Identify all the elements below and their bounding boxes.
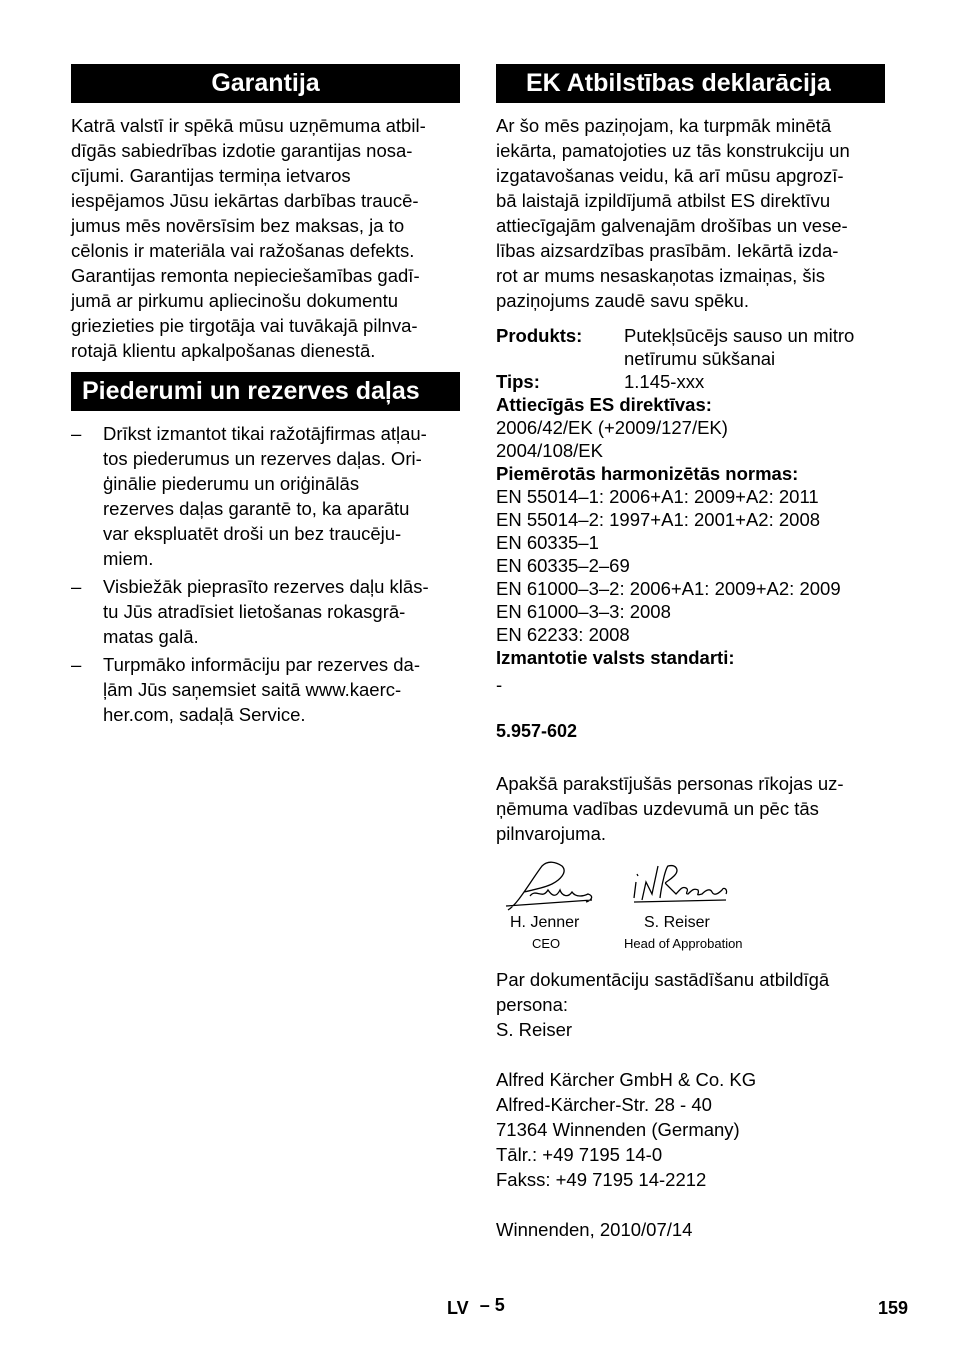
norm-item: EN 60335–2–69 — [496, 555, 630, 576]
list-line: ģinālie piederumu un oriģinālās — [103, 473, 360, 494]
norm-item: EN 61000–3–3: 2008 — [496, 601, 671, 622]
produkts-value-line: netīrumu sūkšanai — [624, 348, 776, 369]
garantija-line: iespējamos Jūsu iekārtas darbības traucē- — [71, 190, 419, 211]
norm-item: EN 55014–2: 1997+A1: 2001+A2: 2008 — [496, 509, 821, 530]
address-line: Tālr.: +49 7195 14-0 — [496, 1144, 663, 1165]
list-line: Turpmāko informāciju par rezerves da- — [103, 654, 421, 675]
signature-image — [496, 860, 756, 918]
garantija-line: jumus mēs novērsīsim bez maksas, ja to — [71, 215, 405, 236]
directive-item: 2006/42/EK (+2009/127/EK) — [496, 417, 728, 438]
list-line: her.com, sadaļā Service. — [103, 704, 306, 725]
responsible-line: S. Reiser — [496, 1019, 573, 1040]
signatories-line: ņēmuma vadības uzdevumā un pēc tās — [496, 798, 819, 819]
produkts-label: Produkts: — [496, 325, 583, 346]
list-line: rezerves daļas garantē to, ka aparātu — [103, 498, 410, 519]
list-line: miem. — [103, 548, 154, 569]
signatories-line: Apakšā parakstījušās personas rīkojas uz- — [496, 773, 844, 794]
norm-item: EN 55014–1: 2006+A1: 2009+A2: 2011 — [496, 486, 819, 507]
garantija-line: cījumi. Garantijas termiņa ietvaros — [71, 165, 351, 186]
spec-block — [496, 324, 885, 696]
footer-lang-code: LV — [447, 1298, 469, 1318]
ek-intro-line: bā laistajā izpildījumā atbilst ES direktīvu — [496, 190, 831, 211]
ek-intro-line: rot ar mums nesaskaņotas izmaiņas, šis — [496, 265, 826, 286]
list-line: var ekspluatēt droši un bez traucēju- — [103, 523, 402, 544]
spec-row-produkts — [496, 324, 885, 370]
garantija-line: dīgās sabiedrības izdotie garantijas nosa- — [71, 140, 413, 161]
garantija-line: jumā ar pirkumu apliecinošu dokumentu — [71, 290, 399, 311]
ek-intro-line: paziņojums zaudē savu spēku. — [496, 290, 749, 311]
list-line: Drīkst izmantot tikai ražotājfirmas atļau- — [103, 423, 427, 444]
produkts-value-line: Putekļsūcējs sauso un mitro — [624, 325, 855, 346]
national-label: Izmantotie valsts standarti: — [496, 647, 735, 668]
address-line: Fakss: +49 7195 14-2212 — [496, 1169, 707, 1190]
dash-bullet: – — [71, 654, 82, 675]
ek-intro-line: iekārta, pamatojoties uz tās konstrukciju un — [496, 140, 850, 161]
doc-number: 5.957-602 — [496, 721, 578, 741]
produkts-value — [624, 324, 885, 370]
garantija-heading: Garantija — [71, 64, 460, 103]
footer-section-number: – 5 — [479, 1295, 505, 1315]
list-line: Visbiežāk pieprasīto rezerves daļu klās- — [103, 576, 429, 597]
directive-item: 2004/108/EK — [496, 440, 603, 461]
address-line: 71364 Winnenden (Germany) — [496, 1119, 740, 1140]
footer-language — [447, 1295, 505, 1319]
list-line: tos piederumus un rezerves daļas. Ori- — [103, 448, 422, 469]
list-item — [71, 421, 460, 571]
signer1-name: H. Jenner — [510, 914, 580, 931]
dash-bullet: – — [71, 423, 82, 444]
responsible-line: persona: — [496, 994, 568, 1015]
responsible-person — [496, 967, 885, 1042]
ek-intro-line: attiecīgajām galvenajām drošības un vese- — [496, 215, 848, 236]
company-address — [496, 1067, 885, 1192]
ek-heading: EK Atbilstības deklarācija — [496, 64, 885, 103]
list-line: ļām Jūs saņemsiet saitā www.kaerc- — [103, 679, 402, 700]
garantija-text — [71, 113, 460, 363]
signatures — [496, 860, 885, 950]
garantija-line: griezieties pie tirgotāja vai tuvākajā pilnva- — [71, 315, 418, 336]
signer1-role: CEO — [532, 936, 561, 951]
address-line: Alfred Kärcher GmbH & Co. KG — [496, 1069, 757, 1090]
ek-intro-line: lības aizsardzības prasībām. Iekārtā izda- — [496, 240, 839, 261]
ek-intro-line: Ar šo mēs paziņojam, ka turpmāk minētā — [496, 115, 832, 136]
list-item — [71, 652, 460, 727]
garantija-line: cēlonis ir materiāla vai ražošanas defekts. — [71, 240, 415, 261]
page-number: 159 — [878, 1298, 909, 1318]
ek-intro — [496, 113, 885, 313]
list-line: tu Jūs atradīsiet lietošanas rokasgrā- — [103, 601, 406, 622]
list-item — [71, 574, 460, 649]
place-date: Winnenden, 2010/07/14 — [496, 1219, 693, 1240]
garantija-line: rotajā klientu apkalpošanas dienestā. — [71, 340, 376, 361]
ek-intro-line: izgatavošanas veidu, kā arī mūsu apgrozī- — [496, 165, 844, 186]
left-column — [71, 64, 460, 730]
norms-label: Piemērotās harmonizētās normas: — [496, 463, 799, 484]
address-line: Alfred-Kärcher-Str. 28 - 40 — [496, 1094, 712, 1115]
garantija-line: Katrā valstī ir spēkā mūsu uzņēmuma atbil- — [71, 115, 426, 136]
responsible-line: Par dokumentāciju sastādīšanu atbildīgā — [496, 969, 830, 990]
tips-value: 1.145-xxx — [624, 371, 705, 392]
national-value: - — [496, 674, 503, 695]
dash-bullet: – — [71, 576, 82, 597]
directives-label: Attiecīgās ES direktīvas: — [496, 394, 712, 415]
norm-item: EN 60335–1 — [496, 532, 599, 553]
signer2-role: Head of Approbation — [624, 936, 743, 951]
spec-row-tips — [496, 370, 885, 393]
signer2-name: S. Reiser — [644, 914, 710, 931]
tips-label: Tips: — [496, 371, 540, 392]
signatories-line: pilnvarojuma. — [496, 823, 607, 844]
right-column — [496, 64, 885, 1242]
garantija-line: Garantijas remonta nepieciešamības gadī- — [71, 265, 420, 286]
piederumi-list — [71, 421, 460, 727]
norm-item: EN 61000–3–2: 2006+A1: 2009+A2: 2009 — [496, 578, 841, 599]
list-line: matas galā. — [103, 626, 199, 647]
piederumi-heading: Piederumi un rezerves daļas — [71, 372, 460, 411]
norm-item: EN 62233: 2008 — [496, 624, 630, 645]
signatories-text — [496, 771, 885, 846]
